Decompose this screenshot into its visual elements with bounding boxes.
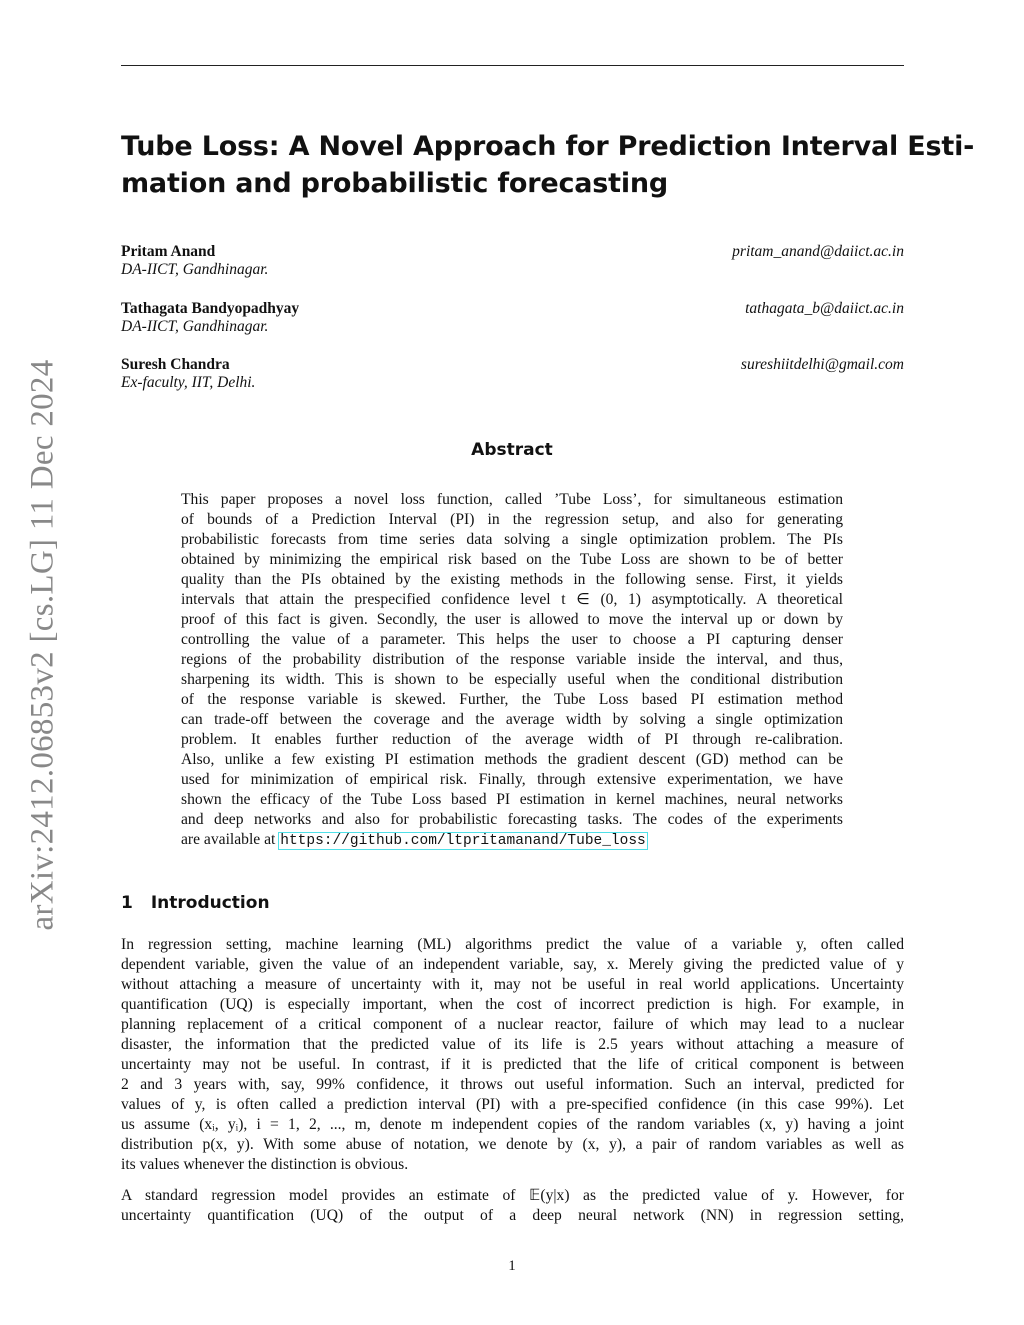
text-line: uncertainty quantification (UQ) of the output of a deep neural network (NN) in regression setting, (121, 1207, 904, 1224)
author-affiliation: DA-IICT, Gandhinagar. (121, 261, 269, 278)
author-affiliation: Ex-faculty, IIT, Delhi. (121, 374, 256, 391)
text-line: This paper proposes a novel loss function, called ’Tube Loss’, for simultaneous estimation (181, 491, 843, 508)
text-line: obtained by minimizing the empirical risk based on the Tube Loss are shown to be of better (181, 551, 843, 568)
author-name: Pritam Anand (121, 243, 216, 260)
text-line: disaster, the information that the predicted value of its life is 2.5 years without attaching a measure of (121, 1036, 904, 1053)
text-line: used for minimization of empirical risk. Finally, through extensive experimentation, we have (181, 771, 843, 788)
text-line: In regression setting, machine learning (ML) algorithms predict the value of a variable y, often called (121, 936, 904, 953)
header-rule (121, 65, 904, 66)
text-line: without attaching a measure of uncertainty with it, may not be useful in real world applications. Uncertainty (121, 976, 904, 993)
text-line: Also, unlike a few existing PI estimation methods the gradient descent (GD) method can be (181, 751, 843, 768)
author-name: Tathagata Bandyopadhyay (121, 300, 300, 317)
intro-paragraph (121, 935, 904, 1175)
text-line: dependent variable, given the value of an independent variable, say, x. Merely giving the predicted value of y (121, 956, 904, 973)
author-block (121, 243, 904, 279)
text-line (181, 830, 843, 850)
abstract-text (181, 490, 843, 850)
text-line: distribution p(x, y). With some abuse of notation, we denote by (x, y), a pair of random variables as well as (121, 1136, 904, 1153)
section-number: 1 (121, 893, 133, 913)
text-line: quality than the PIs obtained by the existing methods in the following sense. First, it yields (181, 571, 843, 588)
author-block (121, 356, 904, 392)
paper-title (121, 128, 975, 202)
title-line: Tube Loss: A Novel Approach for Prediction Interval Esti- (121, 131, 975, 162)
author-email[interactable]: pritam_anand@daiict.ac.in (732, 243, 904, 260)
code-link[interactable]: https://github.com/ltpritamanand/Tube_loss (280, 833, 646, 849)
text-line: us assume (xᵢ, yᵢ), i = 1, 2, ..., m, denote m independent copies of the random variables (x, y) having a joint (121, 1116, 904, 1133)
author-email[interactable]: sureshiitdelhi@gmail.com (740, 356, 904, 373)
text-line: probabilistic forecasts from time series data solving a single optimization problem. The PIs (181, 531, 843, 548)
text-line: and deep networks and also for probabilistic forecasting tasks. The codes of the experiments (181, 811, 843, 828)
text-line: 2 and 3 years with, say, 99% confidence, it throws out useful information. Such an interval, predicted for (121, 1076, 904, 1093)
author-block (121, 300, 904, 336)
author-email[interactable]: tathagata_b@daiict.ac.in (745, 300, 904, 317)
text-line: controlling the value of a parameter. This helps the user to choose a PI capturing denser (181, 631, 843, 648)
text-line: intervals that attain the prespecified confidence level t ∈ (0, 1) asymptotically. A theoretical (181, 591, 843, 608)
text-line: of bounds of a Prediction Interval (PI) in the regression setup, and also for generating (181, 511, 843, 528)
section-heading (121, 893, 270, 913)
text-line: can trade-off between the coverage and the average width by solving a single optimization (181, 711, 843, 728)
author-name: Suresh Chandra (121, 356, 230, 373)
text-line: planning replacement of a critical component of a nuclear reactor, failure of which may lead to a nuclear (121, 1016, 904, 1033)
text-line: of the response variable is skewed. Further, the Tube Loss based PI estimation method (181, 691, 843, 708)
page-number: 1 (508, 1258, 516, 1274)
title-line: mation and probabilistic forecasting (121, 168, 669, 199)
text-line: values of y, is often called a prediction interval (PI) with a pre-specified confidence (in this case 99%). Let (121, 1096, 904, 1113)
author-affiliation: DA-IICT, Gandhinagar. (121, 318, 269, 335)
text-line: quantification (UQ) is especially important, when the cost of incorrect prediction is high. For example, in (121, 996, 904, 1013)
text-line: A standard regression model provides an estimate of 𝔼(y|x) as the predicted value of y. However, for (121, 1187, 904, 1204)
text-line: problem. It enables further reduction of the average width of PI through re-calibration. (181, 731, 843, 748)
text-line: sharpening its width. This is shown to be especially useful when the conditional distribution (181, 671, 843, 688)
text-line: proof of this fact is given. Secondly, the user is allowed to move the interval up or down by (181, 611, 843, 628)
link-prefix: are available at (181, 831, 280, 848)
abstract-heading: Abstract (471, 440, 553, 460)
section-title: Introduction (150, 893, 270, 913)
intro-paragraph (121, 1186, 904, 1226)
text-line: its values whenever the distinction is obvious. (121, 1156, 409, 1173)
text-line: uncertainty may not be useful. In contrast, if it is predicted that the life of critical component is between (121, 1056, 904, 1073)
arxiv-stamp: arXiv:2412.06853v2 [cs.LG] 11 Dec 2024 (24, 359, 61, 931)
text-line: regions of the probability distribution of the response variable inside the interval, and thus, (181, 651, 843, 668)
text-line: shown the efficacy of the Tube Loss based PI estimation in kernel machines, neural networks (181, 791, 843, 808)
